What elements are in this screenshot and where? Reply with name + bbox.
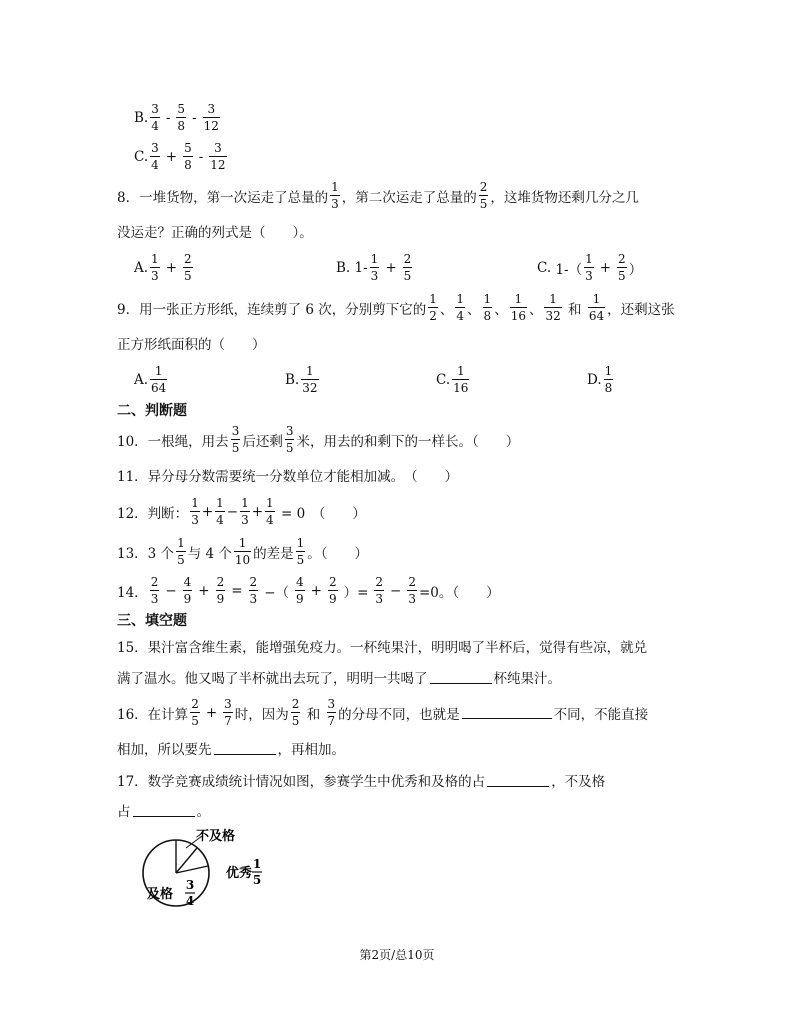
fraction: 1 2 (429, 292, 437, 323)
fraction: 2 3 (408, 575, 416, 606)
q17-line1: 17．数学竞赛成绩统计情况如图，参赛学生中优秀和及格的占 ，不及格 (117, 774, 606, 790)
q7-option-b (134, 103, 222, 132)
fraction: 2 5 (618, 252, 626, 283)
pie-label-pass: 及格 (147, 887, 174, 902)
section-heading-judgement: 二、判断题 (117, 403, 187, 419)
pie-label-fail: 不及格 (196, 829, 236, 844)
q16-line1: 16．在计算 2 5 + 3 7 时，因为 2 5 和 3 7 的分母不同，也就是 不同，不能直接 (117, 697, 649, 728)
operator: - (192, 109, 197, 126)
operator: - (165, 109, 171, 126)
fraction: 1 3 (191, 496, 199, 527)
q8-option-c: C. 1-（ 1 3 + 2 5 ） (537, 252, 643, 283)
fraction: 1 4 (266, 496, 274, 527)
q10: 10．一根绳，用去 3 5 后还剩 3 5 米，用去的和剩下的一样长。（ ） (117, 424, 520, 455)
pie-excellent-denominator: 5 (252, 873, 262, 887)
section-heading-fill-in: 三、填空题 (117, 613, 187, 629)
q8-option-a: A. 1 3 + 2 5 (134, 252, 192, 283)
fraction: 1 8 (483, 292, 492, 323)
fraction: 4 9 (296, 575, 304, 606)
fraction: 1 3 (585, 252, 593, 283)
q9-stem: 9．用一张正方形纸，连续剪了 6 次，分别剪下它的 1 2 、 1 4 、 1 8 、 1 16 、 1 32 和 1 64 ，还剩这张 (117, 292, 675, 323)
q7-option-c (134, 142, 229, 171)
fraction: 1 4 (216, 496, 224, 527)
fraction: 3 12 (203, 102, 219, 133)
q15-line2: 满了温水。他又喝了半杯就出去玩了，明明一共喝了 杯纯果汁。 (117, 671, 561, 687)
q8-option-b: B. 1- 1 3 + 2 5 (336, 252, 412, 283)
q13: 13．3 个 1 5 与 4 个 1 10 的差是 1 5 。（ ） (117, 536, 369, 567)
q9-option-d: D. 1 8 (587, 364, 613, 395)
fraction: 1 3 (151, 252, 159, 283)
answer-blank[interactable] (133, 804, 195, 817)
fraction: 3 12 (210, 141, 226, 172)
fraction: 2 3 (150, 575, 159, 606)
fraction: 4 9 (183, 575, 192, 606)
q9-stem-line2: 正方形纸面积的（ ） (117, 337, 266, 353)
fraction: 1 32 (302, 364, 318, 395)
fraction: 1 10 (234, 536, 251, 567)
option-label: B. (134, 109, 149, 126)
q17-line2: 占 。 (117, 804, 210, 820)
q9-option-b: B. 1 32 (285, 364, 318, 395)
q14: 14． 2 3 − 4 9 + 2 9 = 2 3 −（ 4 9 + 2 9 ）= 2 3 − 2 3 =0。（ ） (117, 575, 500, 606)
q16-line2: 相加，所以要先 ，再相加。 (117, 742, 345, 758)
q15-line1: 15．果汁富含维生素，能增强免疫力。一杯纯果汁，明明喝了半杯后，觉得有些凉，就兑 (117, 640, 648, 656)
fraction: 2 5 (184, 252, 192, 283)
fraction: 2 5 (403, 252, 412, 283)
q8-stem-line2: 没运走？正确的列式是（ ）。 (117, 225, 313, 241)
pie-label-excellent: 优秀 (226, 866, 253, 881)
fraction: 2 5 (191, 697, 199, 728)
fraction: 5 8 (177, 102, 186, 133)
answer-blank[interactable] (214, 742, 276, 755)
fraction: 1 3 (241, 496, 249, 527)
fraction: 5 8 (184, 141, 192, 172)
fraction: 1 4 (456, 292, 465, 323)
q8-stem: 8．一堆货物，第一次运走了总量的 1 3 ，第二次运走了总量的 2 5 ，这堆货物还剩几分之几 (117, 180, 639, 211)
fraction: 1 3 (370, 252, 379, 283)
fraction: 2 5 (291, 697, 300, 728)
q12: 12．判断： 1 3 + 1 4 − 1 3 + 1 4 = 0 （ ） (117, 496, 366, 527)
fraction: 1 3 (331, 180, 339, 211)
fraction: 2 9 (328, 575, 337, 606)
fraction: 2 9 (216, 575, 225, 606)
pie-pass-denominator: 4 (185, 894, 195, 908)
fraction: 1 64 (151, 364, 167, 395)
fraction: 1 32 (545, 292, 561, 323)
pie-excellent-numerator: 1 (252, 857, 262, 871)
fraction: 3 4 (151, 102, 159, 133)
fraction: 1 16 (510, 292, 526, 323)
fraction: 3 5 (231, 424, 240, 455)
fraction: 3 7 (327, 697, 336, 728)
fraction: 1 8 (604, 364, 613, 395)
page-footer: 第2页/总10页 (359, 948, 435, 962)
option-label: C. (134, 148, 149, 165)
fraction: 2 3 (249, 575, 258, 606)
q11: 11．异分母分数需要统一分数单位才能相加减。 （ ） (117, 469, 459, 485)
pie-pass-numerator: 3 (185, 878, 195, 892)
fraction: 3 4 (151, 141, 159, 172)
operator: - (198, 148, 204, 165)
fraction: 1 64 (588, 292, 605, 323)
fraction: 2 5 (479, 180, 488, 211)
answer-blank[interactable] (487, 774, 549, 787)
operator: + (165, 148, 178, 165)
fraction: 2 3 (375, 575, 384, 606)
q9-option-c: C. 1 16 (436, 364, 469, 395)
answer-blank[interactable] (430, 671, 492, 684)
fraction: 1 5 (177, 536, 185, 567)
answer-blank[interactable] (462, 706, 552, 719)
fraction: 1 16 (453, 364, 469, 395)
fraction: 3 5 (285, 424, 294, 455)
score-pie-chart (140, 828, 300, 918)
fraction: 3 7 (224, 697, 232, 728)
fraction: 1 5 (296, 536, 305, 567)
q9-option-a: A. 1 64 (134, 364, 167, 395)
